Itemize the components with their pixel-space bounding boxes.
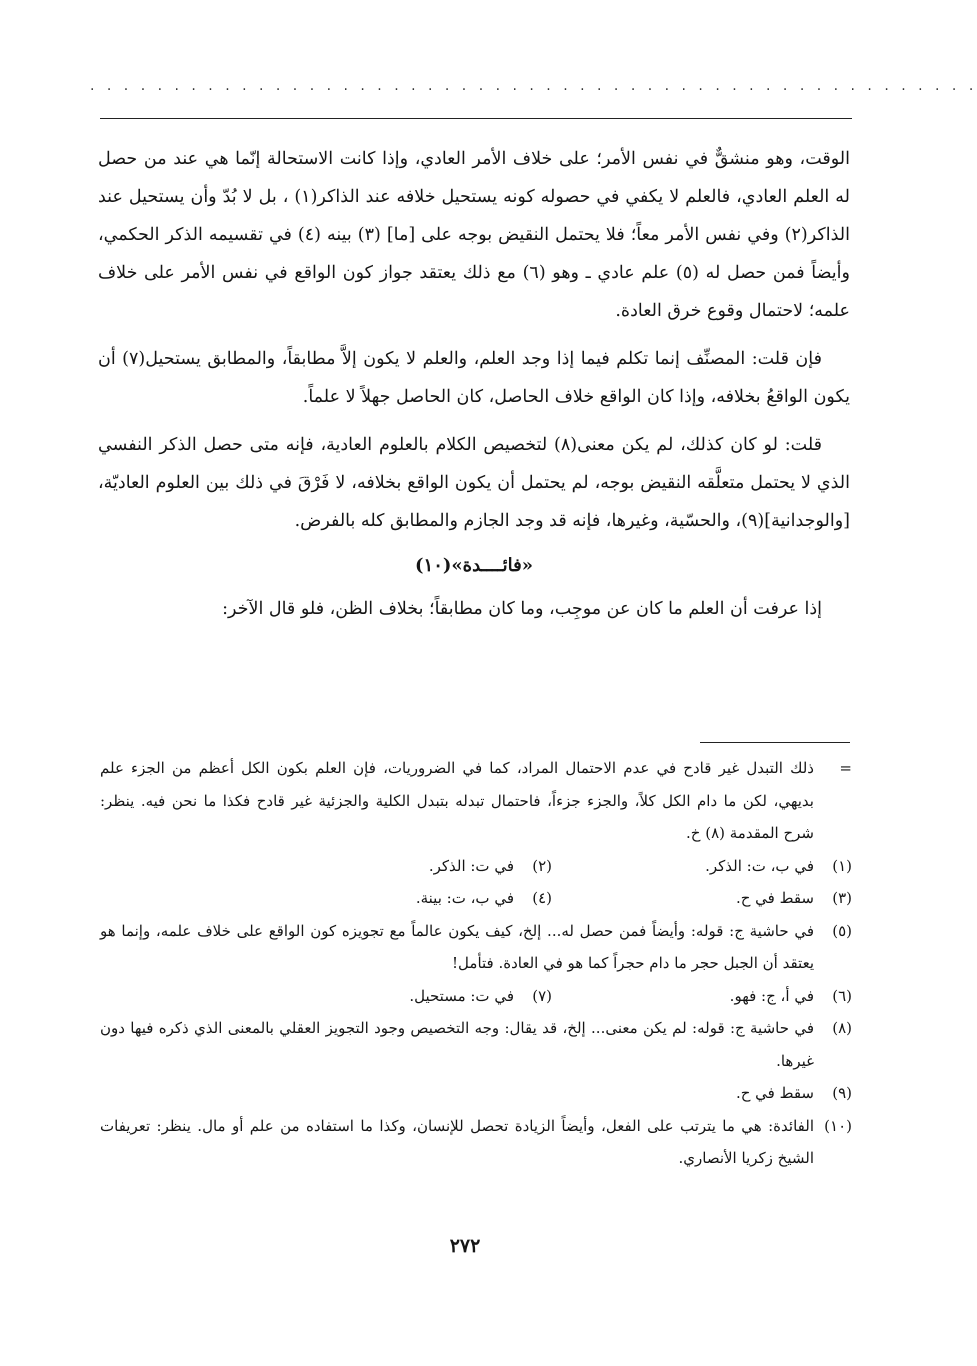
- footnote-text: في ب، ت: بينة.: [415, 889, 514, 907]
- footnote-text: في حاشية ج: قوله: وأيضاً فمن حصل له... إلخ، كيف يكون عالماً مع تجويزه كون الواقع على خلاف علمه، وإنما هو يعتقد أن الجبل حجر ما دام حجراً كما هو في العادة. فتأمل!: [100, 921, 814, 972]
- paragraph-3: قلت: لو كان كذلك، لم يكن معنى(٨) لتخصيص الكلام بالعلوم العادية، فإنه متى حصل الذكر النفسي الذي لا يحتمل متعلَّقه النقيض بوجه، لم يحتمل أن يكون الواقع بخلافه، لا فَرْقَ في ذلك بين العلوم العاديّة، [والوجدانية](٩)، والحسّية، وغيرها، فإنه قد وجد الجازم والمطابق كله بالفرض.: [98, 435, 850, 531]
- footnote-number: (٤): [532, 889, 552, 907]
- footnotes: [100, 752, 852, 1175]
- footnote-item: [252, 980, 552, 1013]
- footnote-pair: [100, 882, 852, 915]
- footnote-number: (٢): [532, 856, 552, 875]
- footnote-pair: [100, 850, 852, 883]
- footnote-item: [552, 882, 852, 915]
- footnote-item: [100, 915, 852, 980]
- header-rule: [100, 118, 852, 119]
- footnote-number: (٨): [832, 1019, 852, 1037]
- footnote-separator: [700, 742, 850, 743]
- footnote-number: (١٠): [824, 1116, 852, 1135]
- footnote-number: (٣): [832, 889, 852, 907]
- paragraph-2: فإن قلت: المصنِّف إنما تكلم فيما إذا وجد العلم، والعلم لا يكون إلاَّ مطابقاً، والمطابق يستحيل(٧) أن يكون الواقعُ بخلافه، وإذا كان الواقع خلاف الحاصل، كان الحاصل جهلاً لا علماً.: [98, 349, 850, 407]
- footnote-number: (٩): [832, 1084, 852, 1102]
- footnote-continuation-text: ذلك التبدل غير قادح في عدم الاحتمال المراد، كما في الضروريات، فإن العلم بكون الكل أعظم من الجزء علم بديهي، لكن ما دام الكل كلاً، والجزء جزءاً، فاحتمال تبدله بتبدل الكلية والجزئية غير قادح فكذا ما نحن فيه. ينظر: شرح المقدمة (٨) خ.: [100, 759, 814, 842]
- footnote-text: في ت: الذكر.: [428, 856, 514, 875]
- header-dotted-line: . . . . . . . . . . . . . . . . . . . . . . . . . . . . . . . . . . . . . . . . . . . . . . . . . . . . .: [90, 78, 977, 94]
- footnote-text: سقط في ح.: [735, 889, 814, 907]
- footnote-item: [252, 850, 552, 883]
- footnote-text: في ب، ت: الذكر.: [705, 856, 814, 875]
- footnote-continuation: [100, 752, 852, 850]
- footnote-text: في أ، ج: فهو.: [729, 986, 814, 1005]
- footnote-number: (٦): [832, 986, 852, 1005]
- footnote-pair: [100, 980, 852, 1013]
- footnote-item: [100, 1110, 852, 1175]
- footnote-item: [552, 980, 852, 1013]
- footnote-item: [252, 882, 552, 915]
- footnote-text: في حاشية ج: قوله: لم يكن معنى... إلخ، قد يقال: وجه التخصيص وجود التجويز العقلي بالمعنى الذي ذكره فيها دون غيرها.: [100, 1019, 814, 1070]
- footnote-text: سقط في ح.: [735, 1084, 814, 1102]
- paragraph-1: الوقت، وهو منشقٌّ في نفس الأمر؛ على خلاف الأمر العادي، وإذا كانت الاستحالة إنّما هي عند من حصل له العلم العادي، فالعلم لا يكفي في حصوله كونه يستحيل خلافه عند الذاكر(١) ، بل لا بُدّ وأن يستحيل عند الذاكر(٢) وفي نفس الأمر معاً؛ فلا يحتمل النقيض بوجه على [ما] (٣) بينه (٤) في تقسيمه الذكر الحكمي، وأيضاً فمن حصل له (٥) علم عادي ـ وهو (٦) مع ذلك يعتقد جواز كون الواقع في نفس الأمر على خلاف علمه؛ لاحتمال وقوع خرق العادة.: [98, 149, 850, 321]
- footnote-continuation-marker: =: [839, 759, 852, 777]
- main-text: [98, 140, 850, 638]
- footnote-number: (١): [832, 856, 852, 875]
- paragraph-4: إذا عرفت أن العلم ما كان عن موجِب، وما كان مطابقاً؛ بخلاف الظن، فلو قال الآخر:: [222, 599, 822, 619]
- footnote-text: الفائدة: هي ما يترتب على الفعل، وأيضاً الزيادة تحصل للإنسان، وكذا ما استفاده من علم أو مال. ينظر: تعريفات الشيخ زكريا الأنصاري.: [100, 1116, 814, 1167]
- footnote-number: (٥): [832, 921, 852, 940]
- footnote-item: [100, 1012, 852, 1077]
- footnote-item: [100, 1077, 852, 1110]
- page-number: ٢٧٢: [449, 1235, 481, 1257]
- footnote-number: (٧): [532, 986, 552, 1005]
- footnote-item: [552, 850, 852, 883]
- footnote-text: في ت: مستحيل.: [409, 986, 514, 1005]
- section-heading: «فائــــدة»(١٠): [415, 555, 533, 576]
